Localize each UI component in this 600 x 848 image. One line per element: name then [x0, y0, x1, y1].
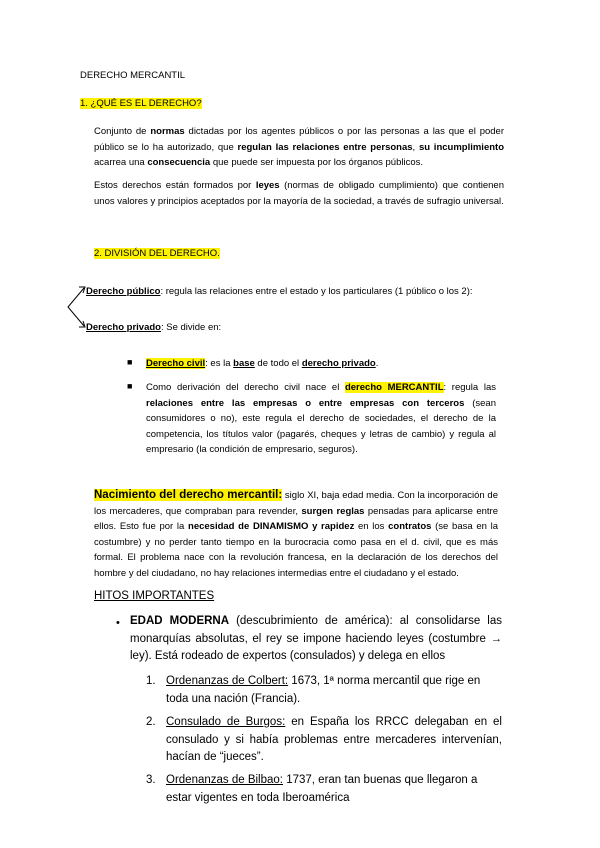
bullet-derecho-mercantil: Como derivación del derecho civil nace el derecho MERCANTIL: regula las relaciones entre las empresas o entre empresas con terceros (sean consumidores o no), este regula el derecho de sociedades, el derecho de la competencia, los títulos valor (pagarés, cheques y letras de cambio) y regula al empresario (la condición de empresario, seguros). — [146, 382, 497, 456]
document-title: DERECHO MERCANTIL — [80, 70, 186, 81]
bullet-derecho-civil: Derecho civil: es la base de todo el derecho privado. — [146, 358, 379, 369]
edad-moderna-item: EDAD MODERNA (descubrimiento de américa): al consolidarse las monarquías absolutas, el rey se impone haciendo leyes (costumbre → ley). Está rodeado de expertos (consulados) y delega en ellos — [130, 615, 502, 663]
section-1-heading: 1. ¿QUÉ ES EL DERECHO? — [80, 98, 202, 109]
bullet-icon: ■ — [127, 357, 133, 367]
bullet-icon: ■ — [127, 381, 133, 391]
derecho-privado-line: Derecho privado: Se divide en: — [86, 322, 222, 333]
nacimiento-paragraph: Nacimiento del derecho mercantil: siglo XI, baja edad media. Con la incorporación de los mercaderes, que compraban para revender, surgen reglas pensadas para aplicarse entre ellos. Esto fue por la necesidad de DINAMISMO y rapidez en los contratos (se basa en la costumbre) y no perder tanto tiempo en la burocracia como pasa en el d. civil, que es más formal. El problema nace con la revolución francesa, en la declaración de los derechos del hombre y del ciudadano, no hay relaciones intermedias entre el ciudadano y el estado. — [94, 489, 499, 579]
hito-3-number: 3. — [146, 774, 156, 786]
hito-2-number: 2. — [146, 716, 156, 728]
hito-1-number: 1. — [146, 675, 156, 687]
hito-2: Consulado de Burgos: en España los RRCC delegaban en el consulado y si había problemas entre mercaderes intervenían, hacían de “jueces”. — [166, 716, 502, 764]
hito-3: Ordenanzas de Bilbao: 1737, eran tan buenas que llegaron a estar vigentes en toda Iberoamérica — [166, 774, 478, 804]
hito-1: Ordenanzas de Colbert: 1673, 1ª norma mercantil que rige en toda una nación (Francia). — [166, 675, 481, 705]
hitos-heading: HITOS IMPORTANTES — [94, 590, 215, 602]
section-1-paragraph-1: Conjunto de normas dictadas por los agentes públicos o por las personas a las que el poder público se lo ha autorizado, que regulan las relaciones entre personas, su incumplimiento acarrea una consecuencia que puede ser impuesta por los órganos públicos. — [94, 126, 504, 169]
branch-arrow-icon — [64, 282, 88, 332]
right-arrow-icon: → — [490, 632, 502, 645]
section-2-heading: 2. DIVISIÓN DEL DERECHO. — [94, 248, 220, 259]
bullet-icon: • — [116, 617, 120, 629]
derecho-publico-line: Derecho público: regula las relaciones entre el estado y los particulares (1 público o los 2): — [86, 286, 473, 297]
section-1-paragraph-2: Estos derechos están formados por leyes (normas de obligado cumplimiento) que contienen unos valores y principios aceptados por la mayoría de la sociedad, a través de sufragio universal. — [94, 180, 504, 207]
